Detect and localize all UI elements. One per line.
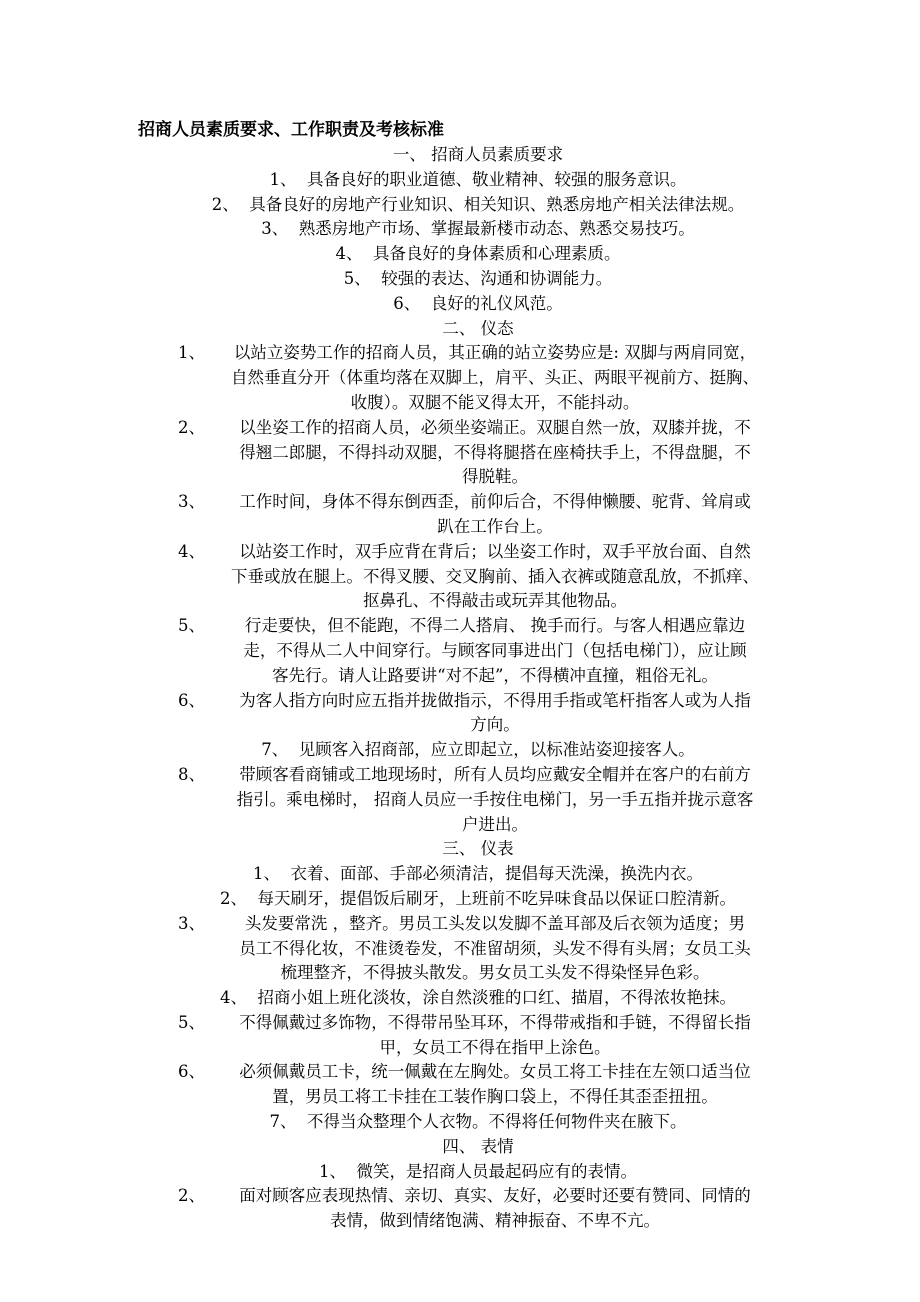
item-text-line: 得脱鞋。 — [462, 467, 528, 487]
item-number: 6、 — [178, 1062, 205, 1082]
item-number: 1、 — [178, 343, 205, 363]
item-text-line: 收腹）。双腿不能叉得太开，不能抖动。 — [350, 392, 640, 412]
item-number: 2、 — [178, 1186, 205, 1206]
item-text-line: 下垂或放在腿上。不得叉腰、交叉胸前、插入衣裤或随意乱放，不抓痒、 — [231, 566, 759, 586]
item-number: 3、 — [261, 219, 289, 239]
item-text — [204, 416, 786, 490]
list-item — [170, 292, 786, 317]
item-text-line: 头发要常洗 ，整齐。男员工头发以发脚不盖耳部及后衣领为适度；男 — [244, 913, 746, 933]
item-text — [204, 614, 786, 688]
item-text-line: 户进出。 — [462, 814, 528, 834]
list-item — [170, 341, 786, 415]
document-title: 招商人员素质要求、工作职责及考核标准 — [138, 120, 444, 140]
section-heading: 三、 仪表 — [442, 839, 514, 859]
item-text: 微笑，是招商人员最起码应有的表情。 — [356, 1161, 637, 1181]
item-number: 5、 — [178, 616, 205, 636]
item-text-line: 以站姿工作时，双手应背在背后；以坐姿工作时，双手平放台面、自然 — [239, 541, 751, 561]
item-text-line: 员工不得化妆，不准烫卷发，不准留胡须，头发不得有头屑；女员工头 — [239, 938, 751, 958]
list-item — [170, 193, 786, 218]
item-text: 较强的表达、沟通和协调能力。 — [381, 268, 613, 288]
list-item — [170, 1160, 786, 1185]
item-text: 具备良好的房地产行业知识、相关知识、熟悉房地产相关法律法规。 — [249, 194, 745, 214]
list-item — [170, 1011, 786, 1061]
item-text-line: 走，不得从二人中间穿行。与顾客同事进出门（包括电梯门），应让顾 — [243, 640, 747, 660]
item-text-line: 行走要快，但不能跑，不得二人搭肩、 挽手而行。与客人相遇应靠边 — [244, 616, 746, 636]
item-text-line: 必须佩戴员工卡，统一佩戴在左胸处。女员工将工卡挂在左领口适当位 — [239, 1062, 751, 1082]
item-text: 具备良好的职业道德、敬业精神、较强的服务意识。 — [307, 169, 687, 189]
item-text — [204, 763, 786, 837]
item-text: 熟悉房地产市场、掌握最新楼市动态、熟悉交易技巧。 — [298, 219, 695, 239]
section-heading: 一、 招商人员素质要求 — [392, 145, 564, 164]
list-item — [170, 540, 786, 614]
item-text-line: 方向。 — [470, 715, 520, 735]
item-number: 7、 — [261, 740, 289, 760]
item-text: 不得当众整理个人衣物。不得将任何物件夹在腋下。 — [307, 1112, 687, 1132]
item-text: 具备良好的身体素质和心理素质。 — [373, 244, 621, 264]
item-text: 良好的礼仪风范。 — [430, 293, 563, 313]
list-item — [170, 912, 786, 986]
list-item — [170, 168, 786, 193]
item-number: 2、 — [178, 417, 205, 437]
item-text — [204, 1011, 786, 1061]
item-text-line: 不得佩戴过多饰物，不得带吊坠耳环，不得带戒指和手链，不得留长指 — [239, 1012, 751, 1032]
list-item — [170, 416, 786, 490]
item-number: 3、 — [178, 913, 205, 933]
item-text-line: 工作时间，身体不得东倒西歪，前仰后合，不得伸懒腰、驼背、耸肩或 — [239, 492, 751, 512]
item-text — [204, 341, 786, 415]
item-text — [204, 912, 786, 986]
item-text: 见顾客入招商部，应立即起立，以标准站姿迎接客人。 — [298, 740, 695, 760]
item-text: 每天刷牙，提倡饭后刷牙，上班前不吃异味食品以保证口腔清新。 — [257, 888, 736, 908]
item-text-line: 以站立姿势工作的招商人员，其正确的站立姿势应是: 双脚与两肩同宽， — [233, 343, 757, 363]
item-text-line: 梳理整齐，不得披头散发。男女员工头发不得染怪异色彩。 — [280, 963, 710, 983]
list-item — [170, 1184, 786, 1234]
list-item — [170, 689, 786, 739]
item-text-line: 带顾客看商铺或工地现场时，所有人员均应戴安全帽并在客户的右前方 — [239, 764, 751, 784]
item-text-line: 表情，做到情绪饱满、精神振奋、不卑不亢。 — [330, 1211, 660, 1231]
list-item — [170, 1060, 786, 1110]
item-number: 6、 — [178, 690, 205, 710]
list-item — [170, 1110, 786, 1135]
list-item — [170, 242, 786, 267]
item-text-line: 客先行。请人让路要讲“对不起”，不得横冲直撞，粗俗无礼。 — [272, 665, 718, 685]
item-text-line: 得翘二郎腿，不得抖动双腿，不得将腿搭在座椅扶手上，不得盘腿，不 — [239, 442, 751, 462]
item-text-line: 趴在工作台上。 — [437, 516, 553, 536]
list-item — [170, 986, 786, 1011]
item-text — [204, 1184, 786, 1234]
section-heading: 二、 仪态 — [442, 318, 514, 338]
item-number: 3、 — [178, 492, 205, 512]
item-number: 1、 — [319, 1161, 346, 1181]
document-body — [170, 143, 786, 1234]
item-text: 招商小姐上班化淡妆，涂自然淡雅的口红、描眉，不得浓妆艳抹。 — [257, 988, 736, 1008]
item-number: 4、 — [335, 244, 363, 264]
item-text — [204, 1060, 786, 1110]
list-item — [170, 738, 786, 763]
item-number: 7、 — [269, 1112, 297, 1132]
item-text-line: 以坐姿工作的招商人员，必须坐姿端正。双腿自然一放，双膝并拢，不 — [239, 417, 751, 437]
item-number: 4、 — [178, 541, 205, 561]
item-text-line: 甲，女员工不得在指甲上涂色。 — [379, 1037, 611, 1057]
list-item — [170, 217, 786, 242]
item-text — [204, 689, 786, 739]
item-text-line: 抠鼻孔、不得敲击或玩弄其他物品。 — [363, 591, 627, 611]
item-number: 5、 — [178, 1012, 205, 1032]
item-number: 6、 — [393, 293, 421, 313]
item-text-line: 置，男员工将工卡挂在工装作胸口袋上，不得任其歪歪扭扭。 — [272, 1087, 718, 1107]
item-number: 8、 — [178, 764, 205, 784]
item-text-line: 自然垂直分开（体重均落在双脚上，肩平、头正、两眼平视前方、挺胸、 — [231, 368, 759, 388]
item-number: 5、 — [343, 268, 371, 288]
list-item — [170, 490, 786, 540]
item-number: 2、 — [220, 888, 247, 908]
list-item — [170, 862, 786, 887]
item-text-line: 指引。乘电梯时， 招商人员应一手按住电梯门，另一手五指并拢示意客 — [236, 789, 754, 809]
item-number: 1、 — [269, 169, 297, 189]
list-item — [170, 614, 786, 688]
item-number: 2、 — [211, 194, 239, 214]
list-item — [170, 267, 786, 292]
section-heading: 四、 表情 — [442, 1136, 514, 1156]
list-item — [170, 887, 786, 912]
item-text — [204, 540, 786, 614]
item-text-line: 为客人指方向时应五指并拢做指示，不得用手指或笔杆指客人或为人指 — [239, 690, 751, 710]
list-item — [170, 763, 786, 837]
item-text: 衣着、面部、手部必须清洁，提倡每天洗澡，换洗内衣。 — [290, 864, 703, 884]
item-number: 4、 — [220, 988, 247, 1008]
item-number: 1、 — [253, 864, 280, 884]
item-text-line: 面对顾客应表现热情、亲切、真实、友好，必要时还要有赞同、同情的 — [239, 1186, 751, 1206]
item-text — [204, 490, 786, 540]
